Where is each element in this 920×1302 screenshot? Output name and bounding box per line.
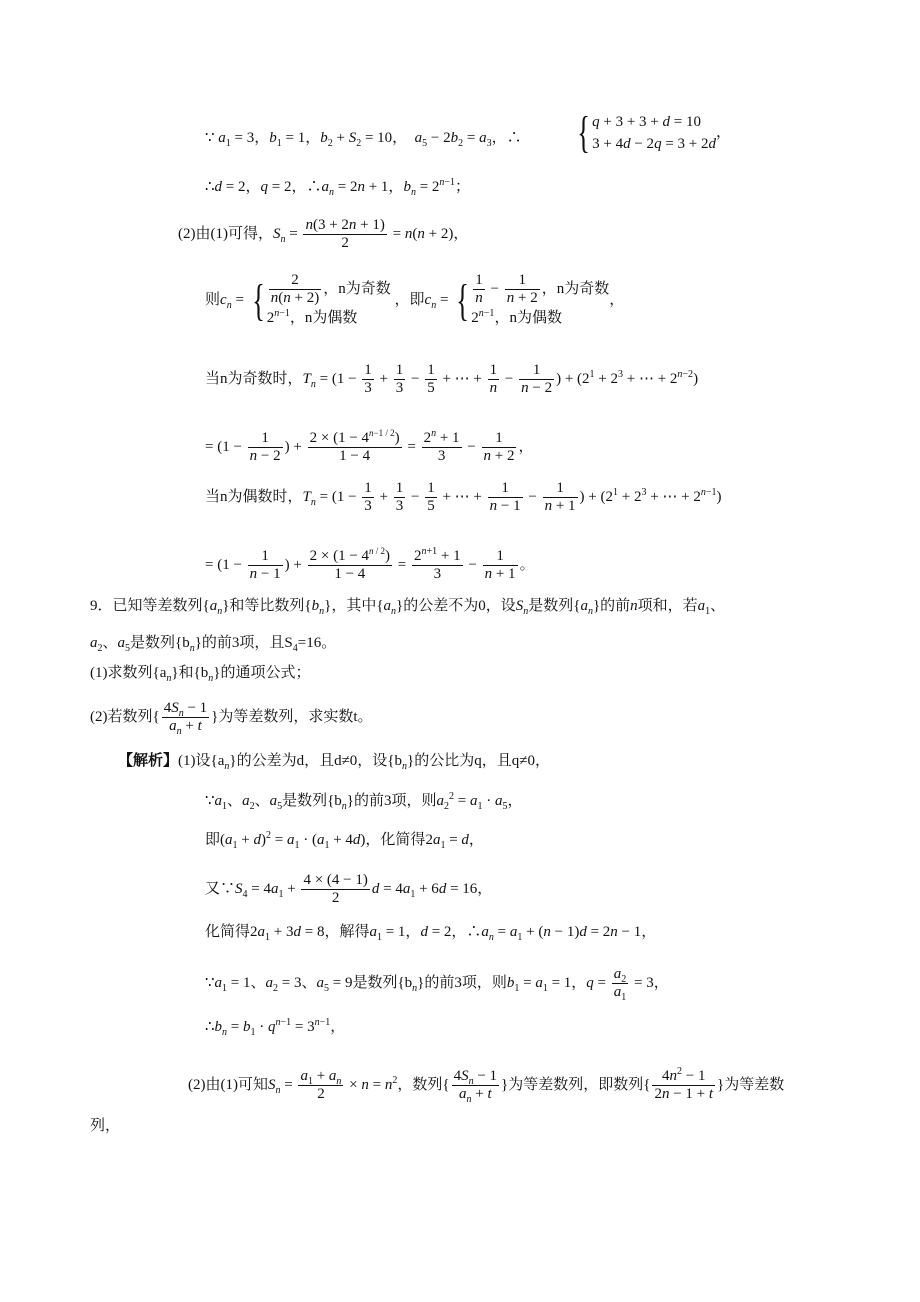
analysis-line-1: 【解析】(1)设$\{a_n\}$的公差为d，且d≠0，设$\{b_n\}$的公比为q，且q≠0， bbox=[118, 753, 550, 772]
question-9-line-1: 9．已知等差数列$\{a_n\}$和等比数列$\{b_n\}$，其中$\{a_n\}$的公差不为0，设$S_n$是数列$\{a_n\}$的前n项和，若$a_1$、 bbox=[90, 598, 726, 617]
cn-definition: 则$c_n$ = { $\frac{2}{n(n + 2)}$ ，n为奇数 $2^{n-1}$，n为偶数 ，即$c_n$ = { $\frac{1}{n}$ − $\frac{1}{n + 2}$ ，n为奇数 $2^{n-1}$，n为偶数 ， bbox=[205, 272, 625, 326]
system-of-equations: { q + 3 + 3 + d = 10 3 + 4d − 2q = 3 + 2d ， bbox=[577, 108, 731, 157]
tn-even-line-1: 当n为偶数时，$T_n = (1$ − $\frac{1}{3}$ + $\frac{1}{3}$ − $\frac{1}{5}$ + ⋯ + $\frac{1}{n - 1}$ − $\frac{1}{n + 1}$ ) + ($2^1 + 2^3$ + ⋯ + $2^{n-1}$) bbox=[205, 480, 722, 514]
solution-line-3: (2)由(1)可得，$S_n$ = $\frac{n(3 + 2n + 1)}{2}$ = n(n + 2)， bbox=[178, 217, 469, 251]
analysis-line-6: $\because a_1 = 1$、$a_2 = 3$、$a_5 = 9$是数列$\{b_n\}$的前3项，则$b_1 = a_1 = 1$，q = $\frac{a_2}{a_1}$ = 3， bbox=[205, 966, 669, 1003]
analysis-label: 【解析】 bbox=[118, 753, 179, 769]
analysis-line-7: $\therefore b_n = b_1 \cdot q^{n-1} = 3^{n-1}$， bbox=[205, 1017, 346, 1038]
analysis-line-9: 列， bbox=[90, 1118, 121, 1134]
analysis-line-3: 即$(a_1 + d)^2 = a_1 \cdot (a_1 + 4d)$，化简得$2a_1 = d$， bbox=[205, 830, 484, 851]
analysis-line-5: 化简得$2a_1 + 3d = 8$，解得$a_1 = 1$，d = 2，$\therefore a_n = a_1 + (n - 1)d = 2n - 1$， bbox=[205, 924, 657, 943]
analysis-line-2: $\because a_1$、$a_2$、$a_5$是数列$\{b_n\}$的前3项，则$a_2^2 = a_1 \cdot a_5$， bbox=[205, 791, 523, 812]
question-9-line-2: $a_2$、$a_5$是数列$\{b_n\}$的前3项，且$S_4=16$。 bbox=[90, 635, 337, 654]
analysis-line-8: (2)由(1)可知$S_n$ = $\frac{a_1 + a_n}{2}$ × $n = n^2$，数列{ $\frac{4S_n - 1}{a_n + t}$ }为等差数列，即数列{ $\frac{4n^2 - 1}{2n - 1 + t}$ }为等差数 bbox=[188, 1066, 785, 1105]
question-9-part-1: (1)求数列$\{a_n\}$和$\{b_n\}$的通项公式； bbox=[90, 665, 311, 684]
solution-line-1: ∵ $a_1 = 3$，$b_1 = 1$，$b_2 + S_2 = 10$， $a_5 - 2b_2 = a_3$，∴ bbox=[205, 130, 522, 149]
solution-line-2: ∴d = 2，q = 2，$\therefore a_n = 2n + 1$，$b_n = 2^{n-1}$； bbox=[205, 177, 471, 198]
tn-odd-line-2: = (1 − $\frac{1}{n - 2}$ ) + $\frac{2 \times (1 - 4^{n-1 / 2})}{1 - 4}$ = $\frac{2^n + 1}{3}$ − $\frac{1}{n + 2}$ ， bbox=[205, 428, 534, 464]
question-9-part-2: (2)若数列{ $\frac{4S_n - 1}{a_n + t}$ }为等差数列，求实数t。 bbox=[90, 700, 373, 737]
analysis-line-4: 又$\because S_4 = 4a_1$ + $\frac{4 \times (4 - 1)}{2}$ $d = 4a_1 + 6d = 16$， bbox=[205, 872, 493, 906]
tn-even-line-2: = (1 − $\frac{1}{n - 1}$ ) + $\frac{2 \times (1 - 4^{n / 2})}{1 - 4}$ = $\frac{2^{n+1} + 1}{3}$ − $\frac{1}{n + 1}$ 。 bbox=[205, 546, 535, 582]
tn-odd-line-1: 当n为奇数时，$T_n = (1$ − $\frac{1}{3}$ + $\frac{1}{3}$ − $\frac{1}{5}$ + ⋯ + $\frac{1}{n}$ − $\frac{1}{n - 2}$ ) + ($2^1 + 2^3$ + ⋯ + $2^{n-2}$) bbox=[205, 362, 699, 396]
